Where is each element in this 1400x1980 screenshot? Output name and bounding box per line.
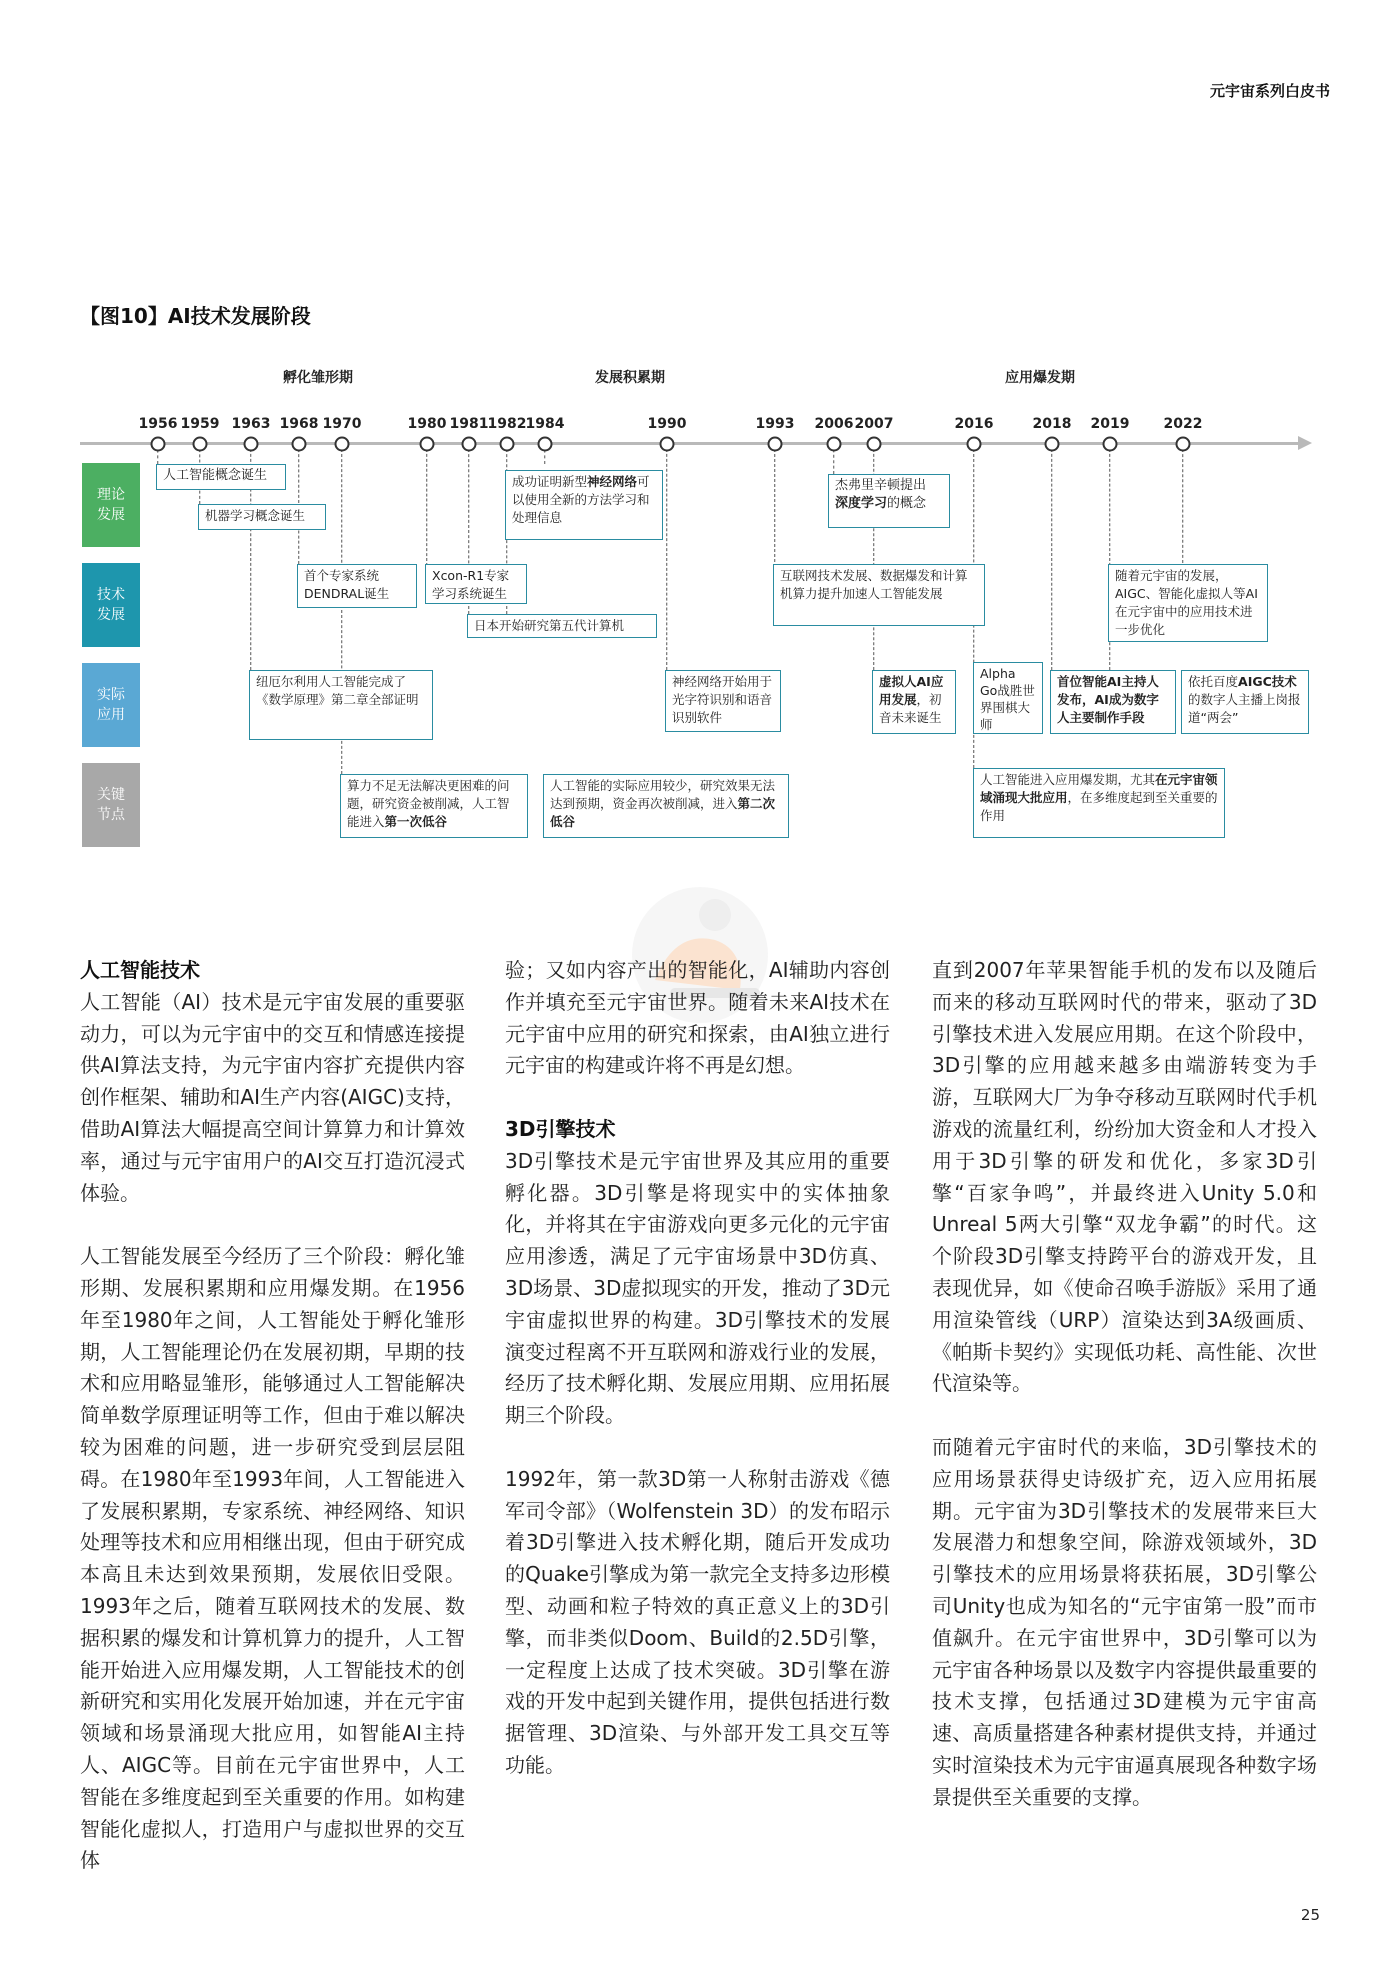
event-1970-low: 算力不足无法解决更困难的问题，研究资金被削减，人工智能进入第一次低谷: [340, 774, 528, 838]
body-column-right: [932, 955, 1317, 1845]
timeline-node: [538, 437, 553, 452]
phase-label-accumulation: 发展积累期: [595, 370, 665, 386]
series-title: 元宇宙系列白皮书: [1209, 82, 1330, 100]
timeline-node: [420, 437, 435, 452]
timeline-node: [462, 437, 477, 452]
year-label: 1968: [279, 416, 319, 432]
event-1990: 神经网络开始用于光字符识别和语音识别软件: [665, 670, 781, 732]
timeline-node: [244, 437, 259, 452]
paragraph: 人工智能发展至今经历了三个阶段：孵化雏形期、发展积累期和应用爆发期。在1956年至1980年之间，人工智能处于孵化雏形期，人工智能理论仍在发展初期，早期的技术和应用略显雏形，能够通过人工智能解决简单数学原理证明等工作，但由于难以解决较为困难的问题，进一步研究受到层层阻碍。在1980年至1993年间，人工智能进入了发展积累期，专家系统、神经网络、知识处理等技术和应用相继出现，但由于研究成本高且未达到效果预期，发展依旧受限。1993年之后，随着互联网技术的发展、数据积累的爆发和计算机算力的提升，人工智能开始进入应用爆发期，人工智能技术的创新研究和实用化发展开始加速，并在元宇宙领域和场景涌现大批应用，如智能AI主持人、AIGC等。目前在元宇宙世界中，人工智能在多维度起到至关重要的作用。如构建智能化虚拟人，打造用户与虚拟世界的交互体: [80, 1244, 465, 1873]
event-1956: 人工智能概念诞生: [156, 464, 286, 490]
paragraph: 3D引擎技术是元宇宙世界及其应用的重要孵化器。3D引擎是将现实中的实体抽象化，并将其在宇宙游戏向更多元化的元宇宙应用渗透，满足了元宇宙场景中3D仿真、3D场景、3D虚拟现实的开发，推动了3D元宇宙虚拟世界的构建。3D引擎技术的发展演变过程离不开互联网和游戏行业的发展，经历了技术孵化期、发展应用期、应用拓展期三个阶段。: [505, 1148, 890, 1428]
timeline-node: [967, 437, 982, 452]
event-1982: 日本开始研究第五代计算机: [467, 614, 657, 638]
year-label: 1993: [755, 416, 795, 432]
timeline-node: [500, 437, 515, 452]
event-1990-low: 人工智能的实际应用较少，研究效果无法达到预期，资金再次被削减，进入第二次低谷: [543, 774, 789, 838]
row-label-key-node: 关键 节点: [82, 763, 140, 847]
event-1993: 互联网技术发展、数据爆发和计算机算力提升加速人工智能发展: [773, 564, 985, 626]
year-label: 1980: [407, 416, 447, 432]
event-2022: 随着元宇宙的发展，AIGC、智能化虚拟人等AI在元宇宙中的应用技术进一步优化: [1108, 564, 1268, 642]
row-label-technology: 技术 发展: [82, 563, 140, 647]
timeline-arrow-icon: [1298, 436, 1312, 450]
event-1984: 成功证明新型神经网络可以使用全新的方法学习和处理信息: [505, 470, 663, 540]
figure-title: 【图10】AI技术发展阶段: [80, 304, 311, 328]
event-2019: 依托百度AIGC技术的数字人主播上岗报道“两会”: [1181, 670, 1309, 734]
timeline-node: [867, 437, 882, 452]
connector-line: [426, 444, 427, 566]
event-1959: 机器学习概念诞生: [198, 504, 326, 530]
phase-label-incubation: 孵化雏形期: [283, 370, 353, 386]
year-label: 1990: [647, 416, 687, 432]
year-label: 1981: [449, 416, 489, 432]
timeline-node: [1045, 437, 1060, 452]
event-2016-boom: 人工智能进入应用爆发期，尤其在元宇宙领域涌现大批应用，在多维度起到至关重要的作用: [973, 768, 1225, 838]
paragraph: 直到2007年苹果智能手机的发布以及随后而来的移动互联网时代的带来，驱动了3D引擎技术进入发展应用期。在这个阶段中，3D引擎的应用越来越多由端游转变为手游，互联网大厂为争夺移动互联网时代手机游戏的流量红利，纷纷加大资金和人才投入用于3D引擎的研发和优化，多家3D引擎“百家争鸣”，并最终进入Unity 5.0和Unreal 5两大引擎“双龙争霸”的时代。这个阶段3D引擎支持跨平台的游戏开发，且表现优异，如《使命召唤手游版》采用了通用渲染管线（URP）渲染达到3A级画质、《帕斯卡契约》实现低功耗、高性能、次世代渲染等。: [932, 958, 1317, 1396]
year-label: 2016: [954, 416, 994, 432]
section-heading-ai: 人工智能技术: [80, 958, 200, 982]
timeline-node: [768, 437, 783, 452]
connector-line: [774, 444, 775, 562]
paragraph: 验；又如内容产出的智能化，AI辅助内容创作并填充至元宇宙世界。随着未来AI技术在元宇宙中应用的研究和探索，由AI独立进行元宇宙的构建或许将不再是幻想。: [505, 958, 890, 1078]
timeline-node: [335, 437, 350, 452]
connector-line: [1051, 444, 1052, 670]
page-number: 25: [1300, 1906, 1320, 1924]
paragraph: 而随着元宇宙时代的来临，3D引擎技术的应用场景获得史诗级扩充，迈入应用拓展期。元宇宙为3D引擎技术的发展带来巨大发展潜力和想象空间，除游戏领域外，3D引擎技术的应用场景将获拓展，3D引擎公司Unity也成为知名的“元宇宙第一股”而市值飙升。在元宇宙世界中，3D引擎可以为元宇宙各种场景以及数字内容提供最重要的技术支撑，包括通过3D建模为元宇宙高速、高质量搭建各种素材提供支持，并通过实时渲染技术为元宇宙逼真展现各种数字场景提供至关重要的支撑。: [932, 1434, 1317, 1809]
event-1968: 首个专家系统DENDRAL诞生: [297, 564, 417, 608]
year-label: 2019: [1090, 416, 1130, 432]
connector-line: [1182, 444, 1183, 568]
event-1980: Xcon-R1专家学习系统诞生: [425, 564, 527, 604]
timeline-node: [660, 437, 675, 452]
paragraph: 人工智能（AI）技术是元宇宙发展的重要驱动力，可以为元宇宙中的交互和情感连接提供AI算法支持，为元宇宙内容扩充提供内容创作框架、辅助和AI生产内容(AIGC)支持，借助AI算法大幅提高空间计算算力和计算效率，通过与元宇宙用户的AI交互打造沉浸式体验。: [80, 989, 465, 1205]
event-2016: Alpha Go战胜世界围棋大师: [973, 662, 1043, 734]
year-label: 1959: [180, 416, 220, 432]
event-2006: 杰弗里辛顿提出 深度学习的概念: [828, 474, 950, 528]
year-label: 1984: [525, 416, 565, 432]
event-2018: 首位智能AI主持人发布，AI成为数字人主要制作手段: [1050, 670, 1176, 734]
body-column-middle: [505, 955, 890, 1814]
timeline-node: [193, 437, 208, 452]
timeline-node: [1176, 437, 1191, 452]
phase-label-explosion: 应用爆发期: [1005, 370, 1075, 386]
year-label: 2006: [814, 416, 854, 432]
connector-line: [666, 444, 667, 670]
year-label: 1956: [138, 416, 178, 432]
timeline-node: [292, 437, 307, 452]
timeline-node: [827, 437, 842, 452]
body-column-left: [80, 955, 465, 1909]
year-label: 2007: [854, 416, 894, 432]
year-label: 1970: [322, 416, 362, 432]
year-label: 2022: [1163, 416, 1203, 432]
timeline-node: [1103, 437, 1118, 452]
paragraph: 1992年，第一款3D第一人称射击游戏《德军司令部》（Wolfenstein 3D）的发布昭示着3D引擎进入技术孵化期，随后开发成功的Quake引擎成为第一款完全支持多边形模型、动画和粒子特效的真正意义上的3D引擎，而非类似Doom、Build的2.5D引擎，一定程度上达成了技术突破。3D引擎在游戏的开发中起到关键作用，提供包括进行数据管理、3D渲染、与外部开发工具交互等功能。: [505, 1466, 890, 1777]
row-label-theory: 理论 发展: [82, 463, 140, 547]
section-heading-3d: 3D引擎技术: [505, 1116, 616, 1141]
year-label: 1982: [487, 416, 527, 432]
event-1963: 纽厄尔利用人工智能完成了《数学原理》第二章全部证明: [249, 670, 433, 740]
year-label: 1963: [231, 416, 271, 432]
timeline-node: [151, 437, 166, 452]
event-2007: 虚拟人AI应用发展，初音未来诞生: [872, 670, 956, 734]
row-label-application: 实际 应用: [82, 663, 140, 747]
year-label: 2018: [1032, 416, 1072, 432]
